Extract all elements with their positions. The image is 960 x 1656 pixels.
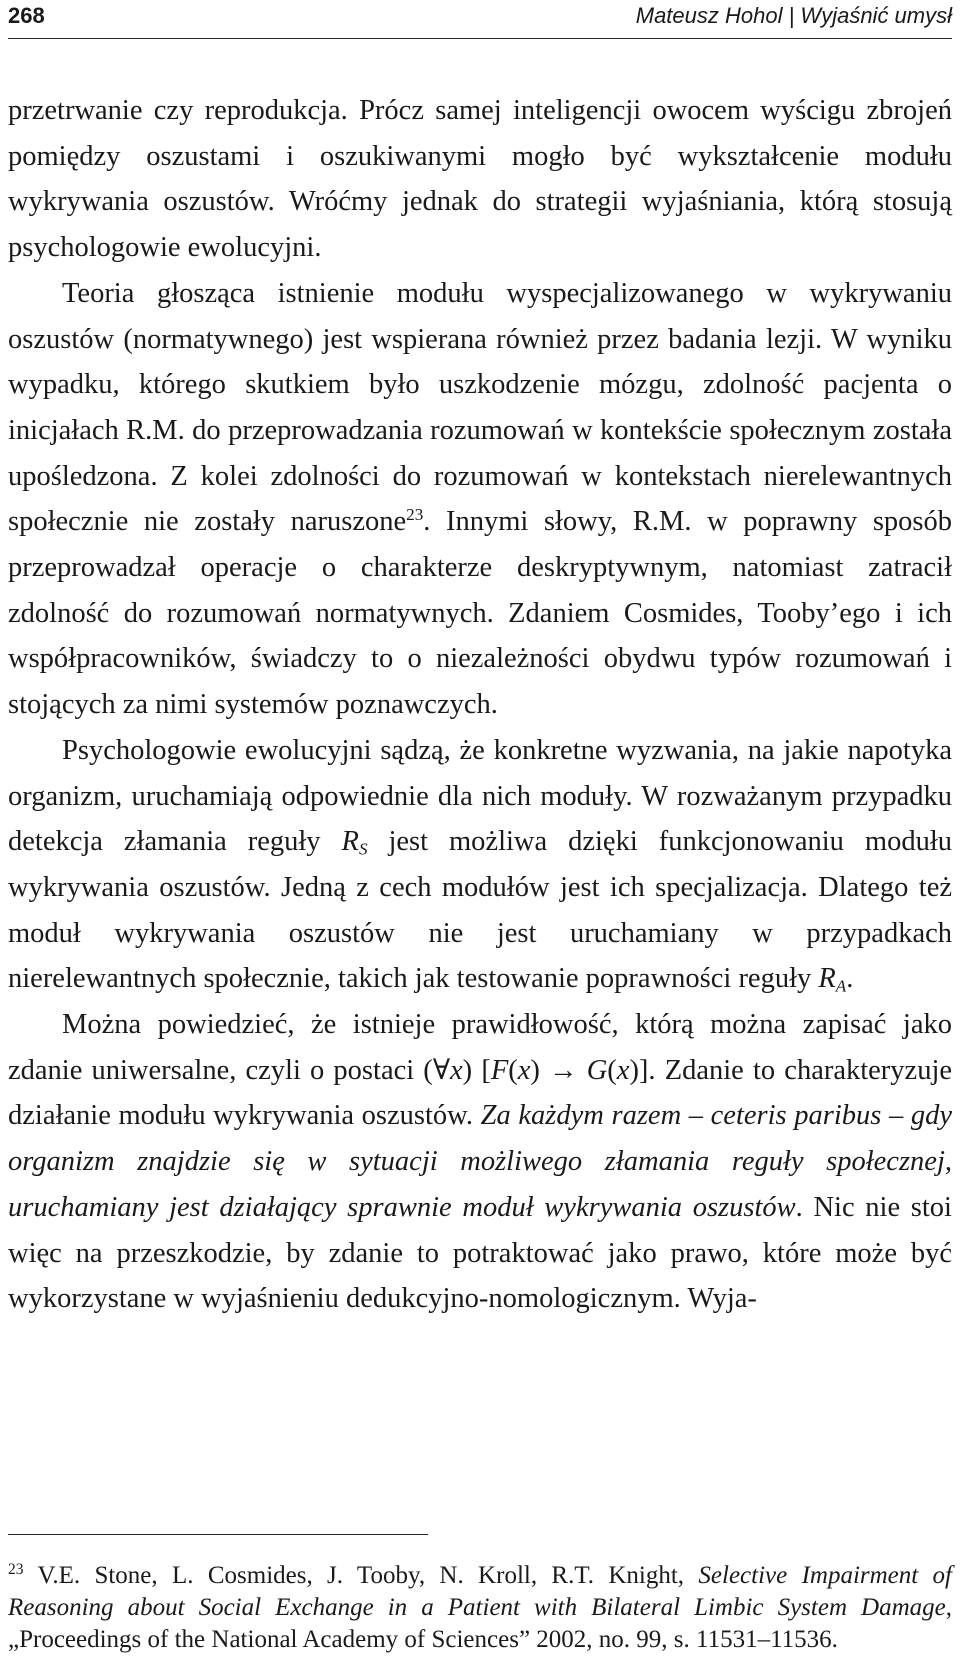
main-text — [8, 88, 952, 1322]
footnote-number: 23 — [8, 1561, 24, 1579]
footnote-reference[interactable]: 23 — [406, 505, 424, 525]
rule-symbol-a: $R_A$ — [818, 963, 847, 996]
logic-formula: ∀x) [F(x) → G(x)]. — [432, 1054, 656, 1086]
rule-symbol-s: $R_S$ — [341, 826, 368, 859]
running-title: Mateusz Hohol | Wyjaśnić umysł — [635, 3, 952, 28]
cited-article-title: Selective Impairment of Reasoning about Social Exchange in a Patient with Bilateral Limbic System Damage — [8, 1562, 953, 1621]
paragraph-4: Można powiedzieć, że istnieje prawidłowość, którą można zapisać jako zdanie uniwersalne, czyli o postaci (∀x) [F(x) → G(x)]. Zdanie to charakteryzuje działanie modułu wykrywania oszustów. Za każdym razem – ceteris paribus – gdy organizm znajdzie się w sytuacji możliwego złamania reguły społecznej, uruchamiany jest działający sprawnie moduł wykrywania oszustów. Nic nie stoi więc na przeszkodzie, by zdanie to potraktować jako prawo, które może być wykorzystane w wyjaśnieniu dedukcyjno-nomologicznym. Wyja- — [8, 1009, 953, 1315]
paragraph-3: Psychologowie ewolucyjni sądzą, że konkretne wyzwania, na jakie napotyka organizm, uruchamiają odpowiednie dla nich moduły. W rozważanym przypadku detekcja złamania reguły $R_S$ jest możliwa dzięki funkcjonowaniu modułu wykrywania oszustów. Jedną z cech modułów jest ich specjalizacja. Dlatego też moduł wykrywania oszustów nie jest uruchamiany w przypadkach nierelewantnych społecznie, takich jak testowanie poprawności reguły $R_A$. — [8, 734, 952, 996]
paragraph-2: Teoria głosząca istnienie modułu wyspecjalizowanego w wykrywaniu oszustów (normatywnego) jest wspierana również przez badania lezji. W wyniku wypadku, którego skutkiem było uszkodzenie mózgu, zdolność pacjenta o inicjałach R.M. do przeprowadzania rozumowań w kontekście społecznym została upośledzona. Z kolei zdolności do rozumowań w kontekstach nierelewantnych społecznie nie zostały naruszone$^{23}$. Innymi słowy, R.M. w poprawny sposób przeprowadzał operacje o charakterze deskryptywnym, natomiast zatracił zdolność do rozumowań normatywnych. Zdaniem Cosmides, Tooby’ego i ich współpracowników, świadczy to o niezależności obydwu typów rozumowań i stojących za nimi systemów poznawczych. — [8, 277, 952, 721]
running-header — [8, 0, 952, 39]
paragraph-1: przetrwanie czy reprodukcja. Prócz samej inteligencji owocem wyścigu zbrojeń pomiędzy oszustami i oszukiwanymi mogło być wykształcenie modułu wykrywania oszustów. Wróćmy jednak do strategii wyjaśniania, którą stosują psychologowie ewolucyjni. — [8, 95, 952, 264]
page-number: 268 — [8, 3, 45, 28]
footnote-separator — [8, 1534, 428, 1535]
footnote-23: $^{23}$ V.E. Stone, L. Cosmides, J. Tooby, N. Kroll, R.T. Knight, Selective Impairment of Reasoning about Social Exchange in a Patient with Bilateral Limbic System Damage, „Proceedings of the National Academy of Sciences” 2002, no. 99, s. 11531–11536. — [8, 1561, 953, 1653]
emphasized-law-statement: Za każdym razem – ceteris paribus – gdy organizm znajdzie się w sytuacji możliwego złamania reguły społecznej, uruchamiany jest działający sprawnie moduł wykrywania oszustów — [8, 1100, 952, 1223]
